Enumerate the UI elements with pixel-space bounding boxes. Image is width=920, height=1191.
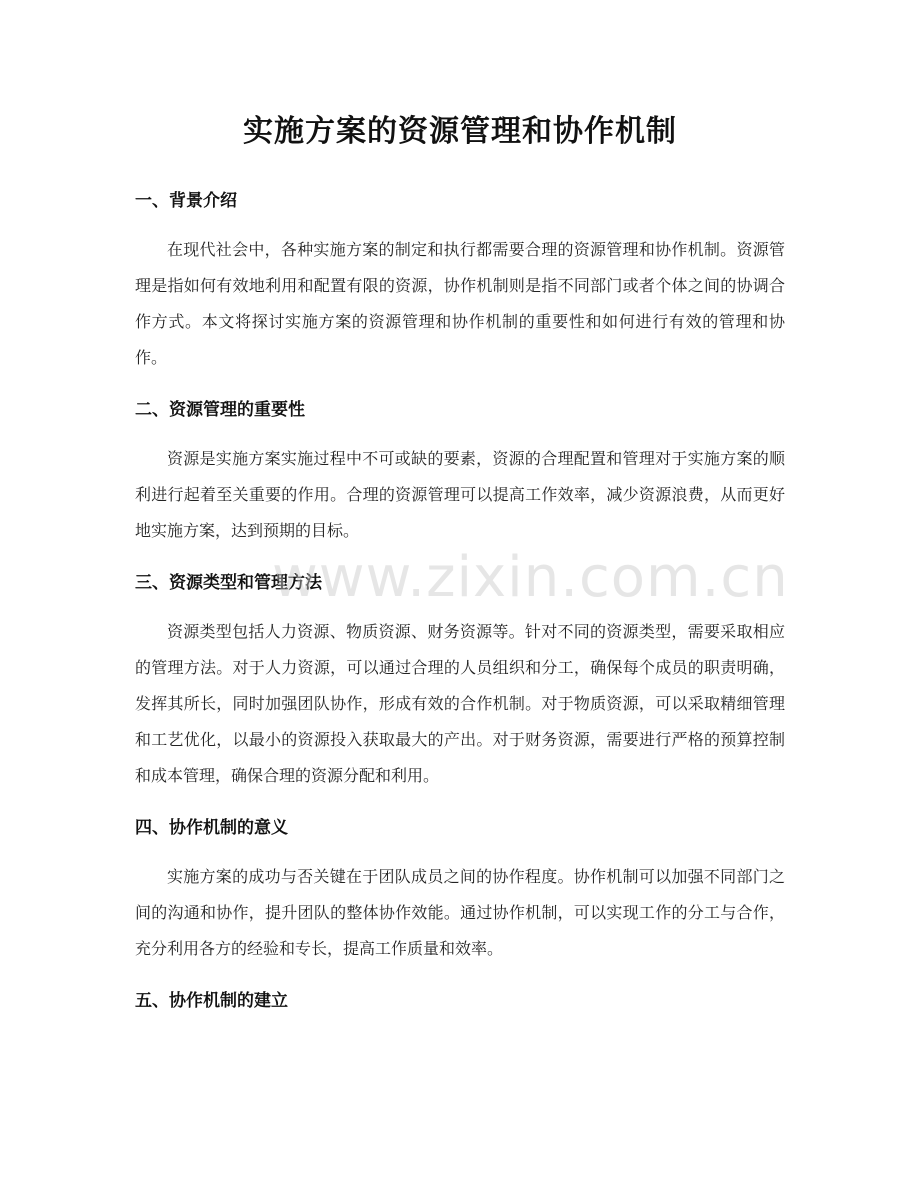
document-title: 实施方案的资源管理和协作机制 bbox=[243, 114, 677, 149]
section-heading-resource-types: 三、资源类型和管理方法 bbox=[135, 573, 322, 593]
section-heading-background: 一、背景介绍 bbox=[135, 191, 237, 211]
section-paragraph-background: 在现代社会中，各种实施方案的制定和执行都需要合理的资源管理和协作机制。资源管理是指如何有效地利用和配置有限的资源，协作机制则是指不同部门或者个体之间的协调合作方式。本文将探讨实施方案的资源管理和协作机制的重要性和如何进行有效的管理和协作。 bbox=[135, 240, 785, 367]
section-heading-importance: 二、资源管理的重要性 bbox=[135, 400, 305, 420]
section-paragraph-importance: 资源是实施方案实施过程中不可或缺的要素，资源的合理配置和管理对于实施方案的顺利进行起着至关重要的作用。合理的资源管理可以提高工作效率，减少资源浪费，从而更好地实施方案，达到预期的目标。 bbox=[135, 449, 785, 540]
section-paragraph-collaboration-meaning: 实施方案的成功与否关键在于团队成员之间的协作程度。协作机制可以加强不同部门之间的沟通和协作，提升团队的整体协作效能。通过协作机制，可以实现工作的分工与合作，充分利用各方的经验和专长，提高工作质量和效率。 bbox=[135, 867, 785, 958]
section-paragraph-resource-types: 资源类型包括人力资源、物质资源、财务资源等。针对不同的资源类型，需要采取相应的管理方法。对于人力资源，可以通过合理的人员组织和分工，确保每个成员的职责明确，发挥其所长，同时加强团队协作，形成有效的合作机制。对于物质资源，可以采取精细管理和工艺优化，以最小的资源投入获取最大的产出。对于财务资源，需要进行严格的预算控制和成本管理，确保合理的资源分配和利用。 bbox=[135, 622, 785, 785]
watermark: www.zixin.com.cn bbox=[272, 545, 789, 610]
section-heading-collaboration-setup: 五、协作机制的建立 bbox=[135, 991, 288, 1011]
section-heading-collaboration-meaning: 四、协作机制的意义 bbox=[135, 818, 288, 838]
